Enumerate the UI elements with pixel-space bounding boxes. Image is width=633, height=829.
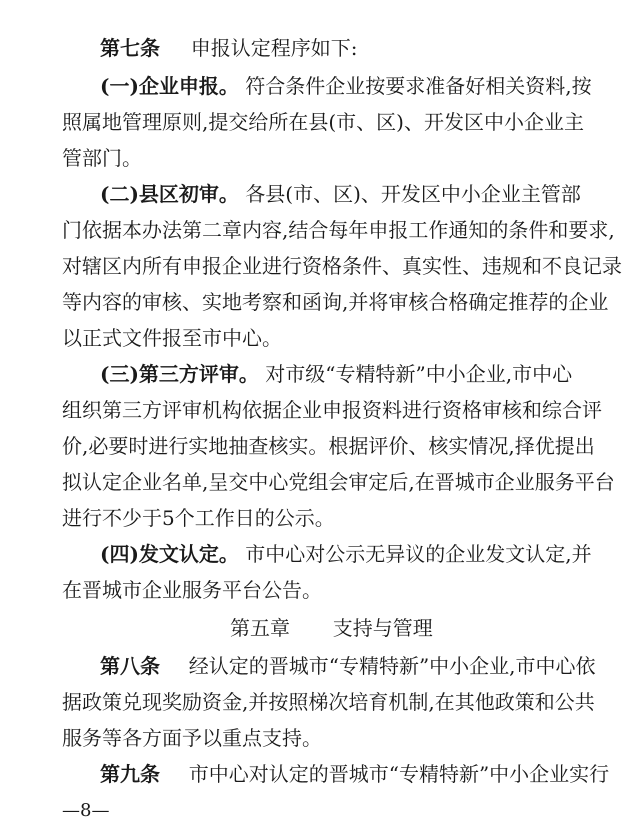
article-9-heading: 第九条 (100, 762, 160, 786)
article-7-text: 申报认定程序如下: (190, 36, 358, 60)
item-3-line-1 (100, 364, 572, 384)
item-1-line-3: 管部门。 (62, 146, 142, 170)
page-number: —8— (62, 800, 110, 821)
item-2-text-1: 各县(市、区)、开发区中小企业主管部 (245, 182, 581, 206)
item-2-line-1 (100, 184, 581, 204)
item-2-label: (二)县区初审。 (100, 182, 239, 206)
article-9-text-1: 市中心对认定的晋城市“专精特新”中小企业实行 (188, 762, 610, 786)
item-3-line-3: 价,必要时进行实地抽查核实。根据评价、核实情况,择优提出 (62, 434, 595, 458)
item-1-line-1 (100, 76, 592, 96)
article-9-line-1 (100, 764, 609, 784)
chapter-5-heading (230, 618, 433, 638)
chapter-5-title: 支持与管理 (332, 616, 433, 640)
article-7-line (100, 38, 357, 58)
article-8-line-2: 据政策兑现奖励资金,并按照梯次培育机制,在其他政策和公共 (62, 690, 595, 714)
item-2-line-4: 等内容的审核、实地考察和函询,并将审核合格确定推荐的企业 (62, 290, 609, 314)
item-1-line-2: 照属地管理原则,提交给所在县(市、区)、开发区中小企业主 (62, 110, 584, 134)
item-3-line-5: 进行不少于5个工作日的公示。 (62, 506, 335, 530)
item-3-line-2: 组织第三方评审机构依据企业申报资料进行资格审核和综合评 (62, 398, 602, 422)
item-1-text-1: 符合条件企业按要求准备好相关资料,按 (245, 74, 592, 98)
article-7-heading: 第七条 (100, 36, 160, 60)
item-4-text-1: 市中心对公示无异议的企业发文认定,并 (245, 542, 592, 566)
item-4-line-1 (100, 544, 592, 564)
item-2-line-3: 对辖区内所有申报企业进行资格条件、真实性、违规和不良记录 (62, 254, 622, 278)
item-4-label: (四)发文认定。 (100, 542, 239, 566)
article-8-line-3: 服务等各方面予以重点支持。 (62, 726, 322, 750)
article-8-line-1 (100, 656, 596, 676)
article-8-text-1: 经认定的晋城市“专精特新”中小企业,市中心依 (188, 654, 596, 678)
item-4-line-2: 在晋城市企业服务平台公告。 (62, 578, 322, 602)
item-3-text-1: 对市级“专精特新”中小企业,市中心 (265, 362, 573, 386)
chapter-5-number: 第五章 (230, 616, 290, 640)
item-2-line-5: 以正式文件报至市中心。 (62, 326, 282, 350)
item-2-line-2: 门依据本办法第二章内容,结合每年申报工作通知的条件和要求, (62, 218, 615, 242)
item-1-label: (一)企业申报。 (100, 74, 239, 98)
item-3-label: (三)第三方评审。 (100, 362, 259, 386)
item-3-line-4: 拟认定企业名单,呈交中心党组会审定后,在晋城市企业服务平台 (62, 470, 615, 494)
article-8-heading: 第八条 (100, 654, 160, 678)
